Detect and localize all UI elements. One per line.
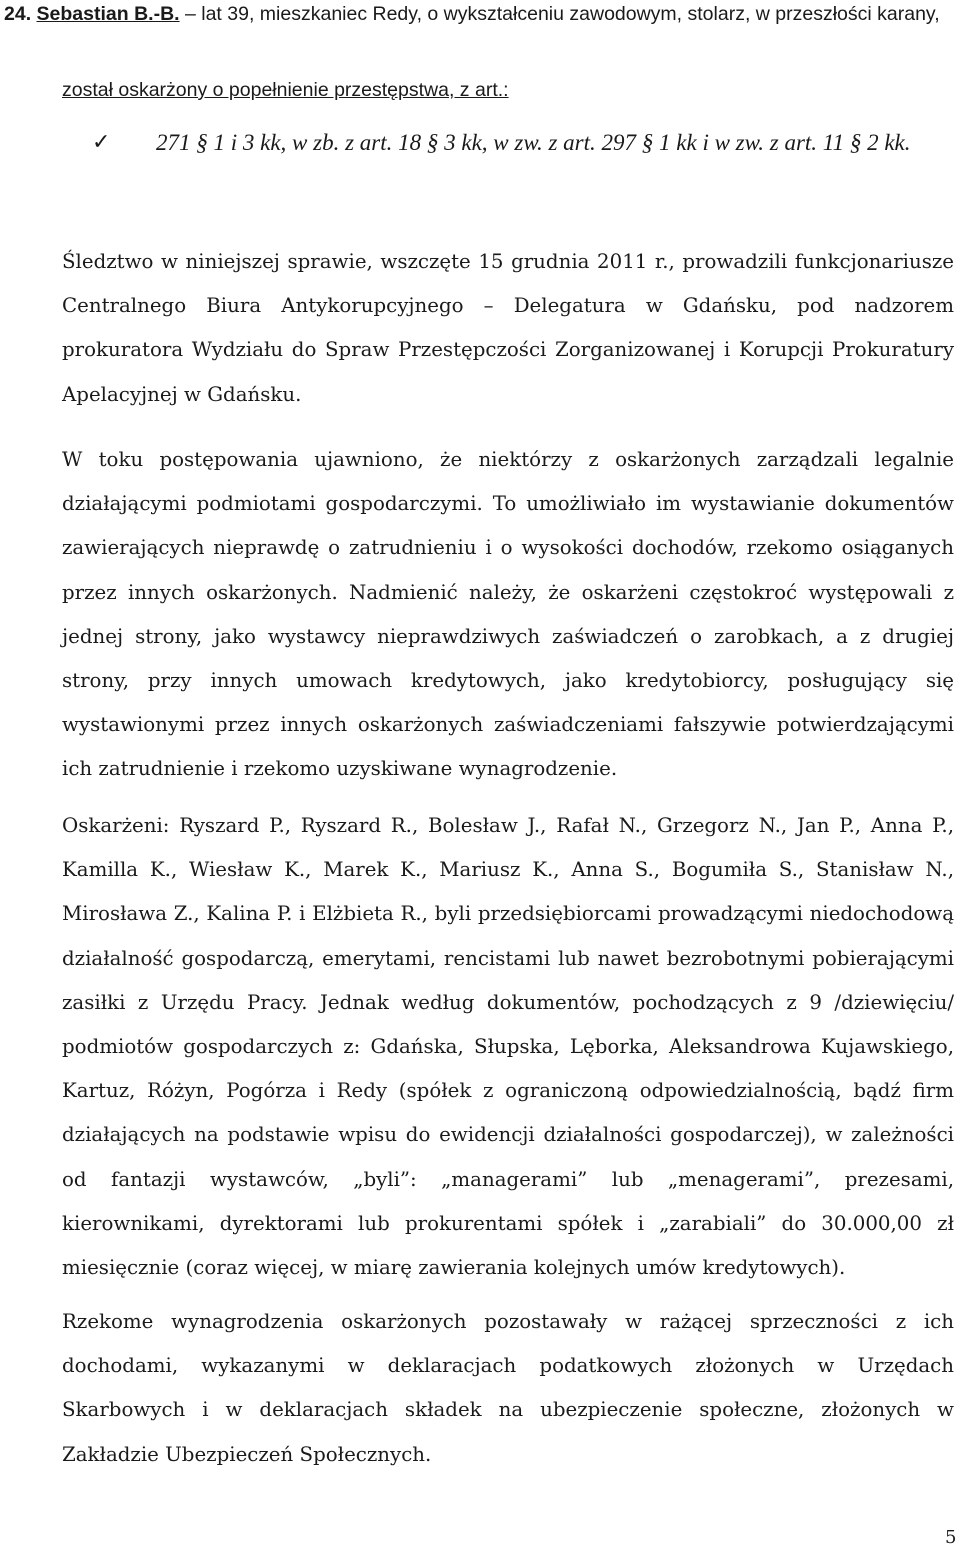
page-number: 5 [945, 1527, 957, 1548]
check-mark-icon: ✓ [92, 130, 111, 155]
entry-number: 24. [4, 3, 32, 25]
paragraph-findings: W toku postępowania ujawniono, że niektórzy z oskarżonych zarządzali legalnie działającymi podmiotami gospodarczymi. To umożliwiało im wystawianie dokumentów zawierających nieprawdę o zatrudnieniu i o wysokości dochodów, rzekomo osiąganych przez innych oskarżonych. Nadmienić należy, że oskarżeni częstokroć występowali z jednej strony, jako wystawcy nieprawdziwych zaświadczeń o zarobkach, a z drugiej strony, przy innych umowach kredytowych, jako kredytobiorcy, posługujący się wystawionymi przez innych oskarżonych zaświadczeniami fałszywie potwierdzającymi ich zatrudnienie i rzekomo uzyskiwane wynagrodzenie. [62, 448, 954, 781]
entry-description: – lat 39, mieszkaniec Redy, o wykształceniu zawodowym, stolarz, w przeszłości karany, [179, 3, 940, 25]
paragraph-investigation: Śledztwo w niniejszej sprawie, wszczęte 15 grudnia 2011 r., prowadzili funkcjonariusze Centralnego Biura Antykorupcyjnego – Delegatura w Gdańsku, pod nadzorem prokuratora Wydziału do Spraw Przestępczości Zorganizowanej i Korupcji Prokuratury Apelacyjnej w Gdańsku. [62, 250, 954, 406]
paragraph-defendants: Oskarżeni: Ryszard P., Ryszard R., Bolesław J., Rafał N., Grzegorz N., Jan P., Anna P., Kamilla K., Wiesław K., Marek K., Mariusz K., Anna S., Bogumiła S., Stanisław N., Mirosława Z., Kalina P. i Elżbieta R., byli przedsiębiorcami prowadzącymi niedochodową działalność gospodarczą, emerytami, rencistami lub nawet bezrobotnymi pobierającymi zasiłki z Urzędu Pracy. Jednak według dokumentów, pochodzących z 9 /dziewięciu/ podmiotów gospodarczych z: Gdańska, Słupska, Lęborka, Aleksandrowa Kujawskiego, Kartuz, Różyn, Pogórza i Redy (spółek z ograniczoną odpowiedzialnością, bądź firm działających na podstawie wpisu do ewidencji działalności gospodarczej), w zależności od fantazji wystawców, „byli”: „managerami” lub „menagerami”, prezesami, kierownikami, dyrektorami lub prokurentami spółek i „zarabiali” do 30.000,00 zł miesięcznie (coraz więcej, w miarę zawierania kolejnych umów kredytowych). [62, 814, 954, 1280]
entry-header [4, 0, 954, 28]
paragraph-income-discrepancy: Rzekome wynagrodzenia oskarżonych pozostawały w rażącej sprzeczności z ich dochodami, wykazanymi w deklaracjach podatkowych złożonych w Urzędach Skarbowych i w deklaracjach składek na ubezpieczenie społeczne, złożonych w Zakładzie Ubezpieczeń Społecznych. [62, 1310, 954, 1466]
entry-name: Sebastian B.-B. [36, 3, 180, 25]
charge-intro: został oskarżony o popełnienie przestępstwa, z art.: [62, 79, 509, 101]
charge-text: 271 § 1 i 3 kk, w zb. z art. 18 § 3 kk, w zw. z art. 297 § 1 kk i w zw. z art. 11 § 2 kk. [156, 130, 911, 155]
